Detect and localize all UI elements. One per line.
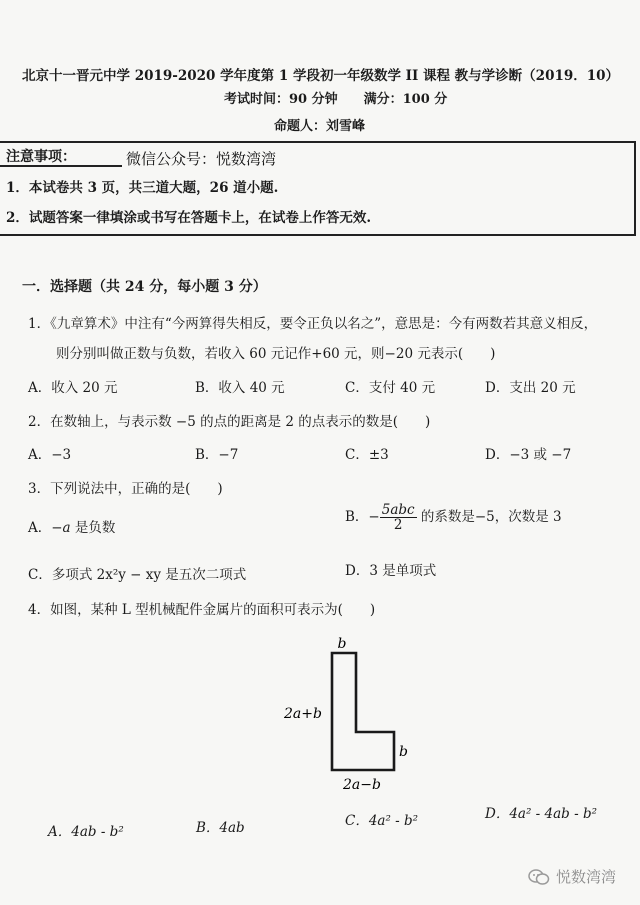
figure-label-bottom: 2a−b xyxy=(343,777,381,793)
question-3: 3．下列说法中，正确的是( ) xyxy=(28,481,223,497)
exam-author: 命题人：刘雪峰 xyxy=(274,119,366,134)
question-1-line-2: 则分别叫做正数与负数，若收入 60 元记作+60 元，则−20 元表示( ) xyxy=(56,346,496,362)
question-1-line-1: 1．《九章算术》中注有“今两算得失相反，要令正负以名之”，意思是：今有两数若其意义相反， xyxy=(28,316,598,332)
figure-label-right: b xyxy=(399,744,408,760)
figure-label-left: 2a+b xyxy=(284,706,322,722)
question-2: 2．在数轴上，与表示数 −5 的点的距离是 2 的点表示的数是( ) xyxy=(28,414,431,430)
figure-label-top: b xyxy=(337,636,347,652)
watermark-text: 悦数湾湾 xyxy=(556,868,617,886)
option-letter: A． xyxy=(28,520,52,536)
question-4-option-a: A．4ab - b² xyxy=(48,824,124,840)
question-4: 4．如图，某种 L 型机械配件金属片的面积可表示为( ) xyxy=(28,602,376,618)
exam-title: 北京十一晋元中学 2019-2020 学年度第 1 学段初一年级数学 II 课程 教与学诊断（2019．10） xyxy=(22,68,620,84)
section-title: 一．选择题（共 24 分，每小题 3 分） xyxy=(22,279,267,295)
l-shape-outline xyxy=(332,653,394,770)
question-2-option-a: A．−3 xyxy=(28,447,72,463)
question-4-option-b: B．4ab xyxy=(196,820,245,836)
notice-item: 1．本试卷共 3 页，共三道大题，26 道小题. xyxy=(6,180,279,196)
math-expression: −a xyxy=(51,520,71,536)
exam-time: 考试时间：90 分钟 满分：100 分 xyxy=(224,92,448,107)
question-3-option-d: D．3 是单项式 xyxy=(345,563,437,579)
question-1-option-b: B．收入 40 元 xyxy=(195,380,285,396)
notice-item: 2．试题答案一律填涂或书写在答题卡上，在试卷上作答无效. xyxy=(6,210,372,226)
fraction-numerator: 5abc xyxy=(381,502,415,518)
question-4-option-d: D．4a² - 4ab - b² xyxy=(485,806,597,822)
question-3-option-a xyxy=(28,516,115,536)
option-text: 的系数是−5，次数是 3 xyxy=(416,509,562,526)
notice-heading: 注意事项： xyxy=(6,149,76,165)
question-3-option-c: C．多项式 2x²y − xy 是五次二项式 xyxy=(28,567,247,583)
fraction-denominator: 2 xyxy=(393,517,403,534)
l-shape-figure xyxy=(280,628,430,798)
question-1-option-d: D．支出 20 元 xyxy=(485,380,576,396)
option-text: 是负数 xyxy=(70,520,116,536)
question-2-option-c: C．±3 xyxy=(345,447,389,463)
question-1-option-a: A．收入 20 元 xyxy=(28,380,118,396)
fraction xyxy=(380,503,417,532)
question-3-option-b xyxy=(345,503,562,532)
question-2-option-d: D．−3 或 −7 xyxy=(485,447,572,463)
question-2-option-b: B．−7 xyxy=(195,447,239,463)
wechat-account-label: 微信公众号：悦数湾湾 xyxy=(126,150,277,168)
question-4-option-c: C．4a² - b² xyxy=(345,813,419,829)
wechat-icon xyxy=(528,868,550,886)
question-1-option-c: C．支付 40 元 xyxy=(345,380,436,396)
option-letter: B．− xyxy=(345,509,380,526)
footer-watermark xyxy=(528,866,616,887)
